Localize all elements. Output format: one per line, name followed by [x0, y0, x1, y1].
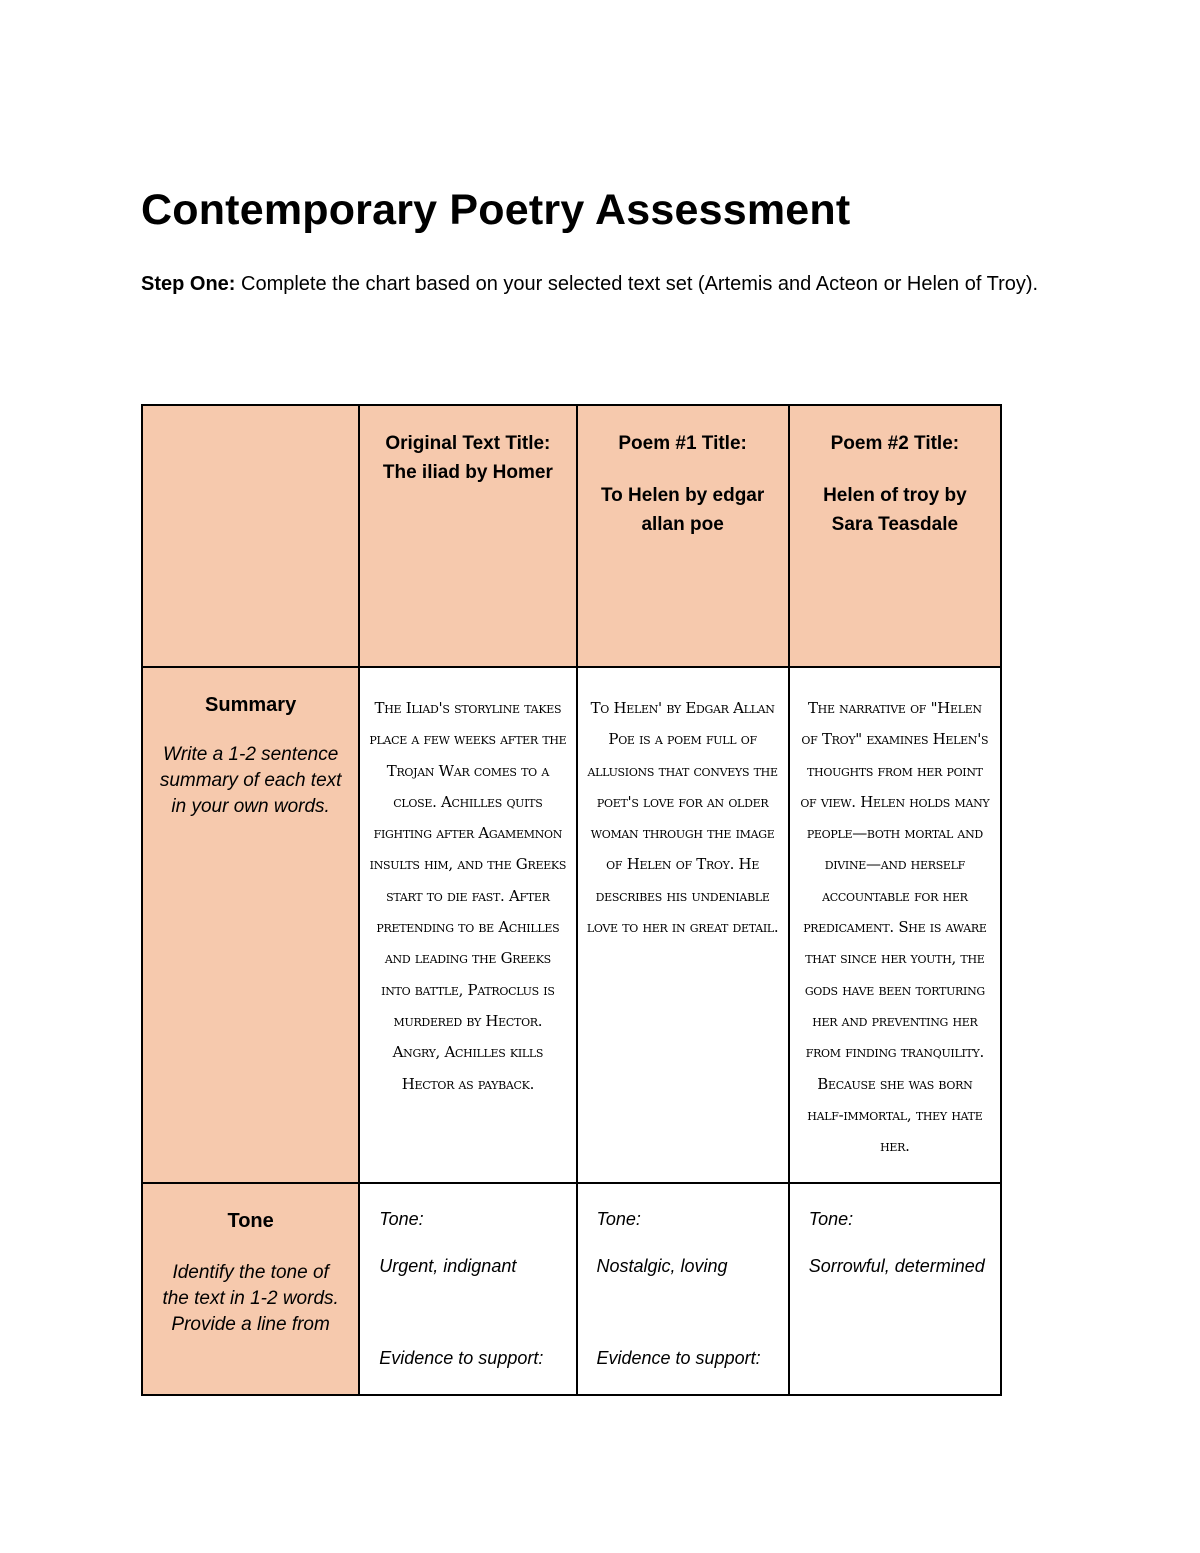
step-one-instructions — [141, 270, 1066, 298]
summary-poem-2-cell[interactable]: The narrative of "Helen of Troy" examines Helen's thoughts from her point of view. Helen holds many people—both mortal and divine—and herself accountable for her predicament. She is aware that since her youth, the gods have been torturing her and preventing her from finding tranquility. Because she was born half-immortal, they hate her. — [789, 667, 1001, 1183]
column-title: To Helen by edgar allan poe — [600, 485, 765, 535]
tone-value: Sorrowful, determined — [808, 1256, 985, 1276]
tone-instruction: Identify the tone of the text in 1-2 words. Provide a line from — [162, 1262, 339, 1335]
column-title: The iliad by Homer — [382, 462, 553, 483]
column-title: Helen of troy by Sara Teasdale — [823, 485, 967, 535]
tone-row — [142, 1183, 1001, 1395]
page-title: Contemporary Poetry Assessment — [141, 186, 851, 234]
column-heading: Original Text Title: — [385, 433, 551, 454]
column-heading: Poem #1 Title: — [618, 433, 747, 454]
summary-instruction: Write a 1-2 sentence summary of each text in your own words. — [159, 744, 342, 817]
chart-header-row — [142, 405, 1001, 667]
original-text-header — [359, 405, 576, 667]
evidence-label: Evidence to support: — [379, 1348, 544, 1368]
assessment-chart — [141, 404, 1002, 1396]
tone-field-label: Tone: — [596, 1209, 641, 1229]
tone-label: Tone — [227, 1210, 274, 1232]
tone-value: Urgent, indignant — [379, 1256, 517, 1276]
poem-2-header — [789, 405, 1001, 667]
tone-value: Nostalgic, loving — [596, 1256, 728, 1276]
tone-poem-1-cell[interactable] — [577, 1183, 789, 1395]
tone-poem-2-cell[interactable] — [789, 1183, 1001, 1395]
summary-poem-1-cell[interactable]: To Helen' by Edgar Allan Poe is a poem full of allusions that conveys the poet's love for an older woman through the image of Helen of Troy. He describes his undeniable love to her in great detail. — [577, 667, 789, 1183]
column-heading: Poem #2 Title: — [830, 433, 960, 454]
tone-label-cell — [142, 1183, 359, 1395]
corner-cell — [142, 405, 359, 667]
step-one-label: Step One: — [141, 273, 236, 295]
summary-row — [142, 667, 1001, 1183]
summary-original-cell[interactable]: The Iliad's storyline takes place a few weeks after the Trojan War comes to a close. Achilles quits fighting after Agamemnon insults him, and the Greeks start to die fast. After pretending to be Achilles and leading the Greeks into battle, Patroclus is murdered by Hector. Angry, Achilles kills Hector as payback. — [359, 667, 576, 1183]
step-one-text: Complete the chart based on your selected text set (Artemis and Acteon or Helen of Troy). — [235, 273, 1039, 295]
evidence-label: Evidence to support: — [596, 1348, 761, 1368]
summary-label-cell — [142, 667, 359, 1183]
tone-field-label: Tone: — [808, 1209, 854, 1229]
tone-original-cell[interactable] — [359, 1183, 576, 1395]
summary-label: Summary — [205, 694, 297, 716]
poem-1-header — [577, 405, 789, 667]
tone-field-label: Tone: — [379, 1209, 424, 1229]
